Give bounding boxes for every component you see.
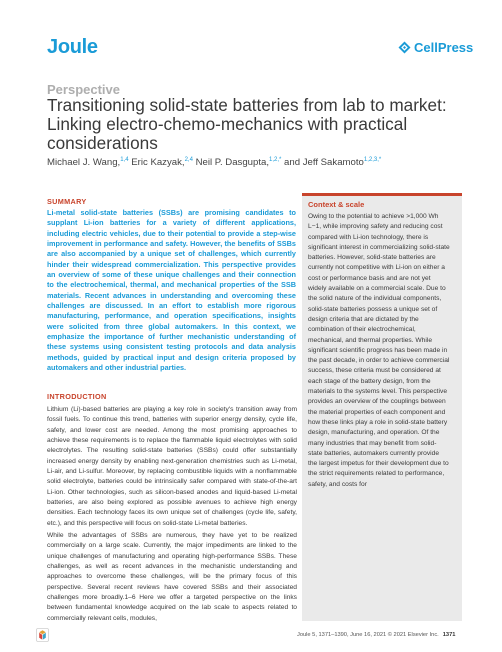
author[interactable]: Neil P. Dasgupta, [195,157,270,169]
context-scale-heading: Context & scale [308,200,365,209]
author[interactable]: Michael J. Wang, [47,157,121,169]
article-title: Transitioning solid-state batteries from lab to market: Linking electro-chemo-mechanics with practical considerations [47,95,447,153]
page-number: 1371 [442,632,456,638]
cellpress-logo-icon [398,41,411,54]
publisher-logo[interactable] [398,40,473,55]
crossmark-icon[interactable] [36,628,49,642]
context-scale-text: Owing to the potential to achieve >1,000 Wh L−1, while improving safety and reducing cost compared with Li-ion technology, there is significant interest in commercializing solid-state batteries. However, solid-state batteries are currently not competitive with Li-ion on either a cost or performance basis and are not yet widely available on a commercial scale. Due to the solid nature of the individual components, solid-state batteries possess a unique set of design criteria that are dictated by the combination of their electrochemical, mechanical, and thermal properties. While significant scientific progress has been made in the past decade, in order to achieve commercial success, these criteria must be considered at each stage of the battery design, from the materials to the systems level. This perspective provides an overview of the couplings between the material properties of each component and how these links play a role in solid-state battery design, manufacturing, and operation. Of the many industries that may benefit from solid-state batteries, automakers currently provide the largest impetus for their development due to the strict requirements related to performance, safety, and costs for [308,213,450,488]
author-affiliation[interactable]: 1,4 [120,157,129,163]
summary-heading: SUMMARY [47,197,87,206]
citation-text: Joule 5, 1371–1390, June 16, 2021 © 2021 Elsevier Inc. [297,632,439,638]
introduction-paragraph-2: While the advantages of SSBs are numerous, they have yet to be realized commercially on a large scale. Currently, the major impediments are linked to the unique challenges of manufacturing and operating high-performance SSBs. These challenges, as well as recent advances in the mechanistic understanding and approaches to overcome these challenges, will be the primary focus of this perspective. Several recent reviews have covered SSBs and their associated challenges more broadly.1–6 Here we offer a targeted perspective on the links between fundamental knowledge acquired on the lab scale to aspects related to commercially relevant cells, modules, [47,532,297,622]
summary-text: Li-metal solid-state batteries (SSBs) are promising candidates to supplant Li-ion batteries for a variety of different applications, including electric vehicles, due to their potential to provide a step-wise improvement in performance and safety. However, the benefits of SSBs are also accompanied by a unique set of challenges, which currently hinder their widespread commercialization. This perspective provides an overview of some of these unique challenges and their connection to the electrochemical, thermal, and mechanical properties of the SSB materials. Recent advances in understanding and overcoming these challenges are discussed. In an effort to establish more rigorous manufacturing, performance, and operation specifications, insights were solicited from three global automakers. In this context, we emphasize the importance of further mechanistic understanding of these systems using consistent testing protocols and data analysis methods, guided by practical input and design criteria proposed by automakers and other industrial parties. [47,208,296,373]
author-affiliation[interactable]: 2,4 [184,157,193,163]
journal-name[interactable]: Joule [47,36,98,58]
author-affiliation[interactable]: 1,2,* [269,157,282,163]
author-list [47,157,467,168]
author[interactable]: Eric Kazyak, [131,157,185,169]
context-scale-box [302,193,462,621]
introduction-heading: INTRODUCTION [47,392,107,401]
introduction-paragraph-1: Lithium (Li)-based batteries are playing a key role in society's transition away from fossil fuels. To continue this trend, batteries with superior energy density, cycle life, safety, and lower cost are needed. Among the most promising approaches to achieve these requirements is to replace the flammable liquid electrolytes with solid electrolytes. The resulting solid-state batteries (SSBs) could offer substantially increased energy density by enabling next-generation chemistries such as Li-metal, Li-air, and Li-sulfur. Moreover, by replacing combustible liquids with a nonflammable solid electrolyte, batteries could be intrinsically safer compared with state-of-the-art Li-ion. Other technologies, such as silicon-based anodes and liquid-based Li-metal batteries, are also being explored as possible avenues to achieve high energy densities. Each technology faces its own unique set of challenges (cycle life, safety, etc.), and this perspective will focus on solid-state Li-metal batteries. [47,406,297,527]
page-footer [297,632,455,638]
author[interactable]: and Jeff Sakamoto [284,157,364,169]
article-type: Perspective [47,82,120,97]
author-affiliation[interactable]: 1,2,3,* [363,157,382,163]
publisher-name: CellPress [414,40,474,55]
